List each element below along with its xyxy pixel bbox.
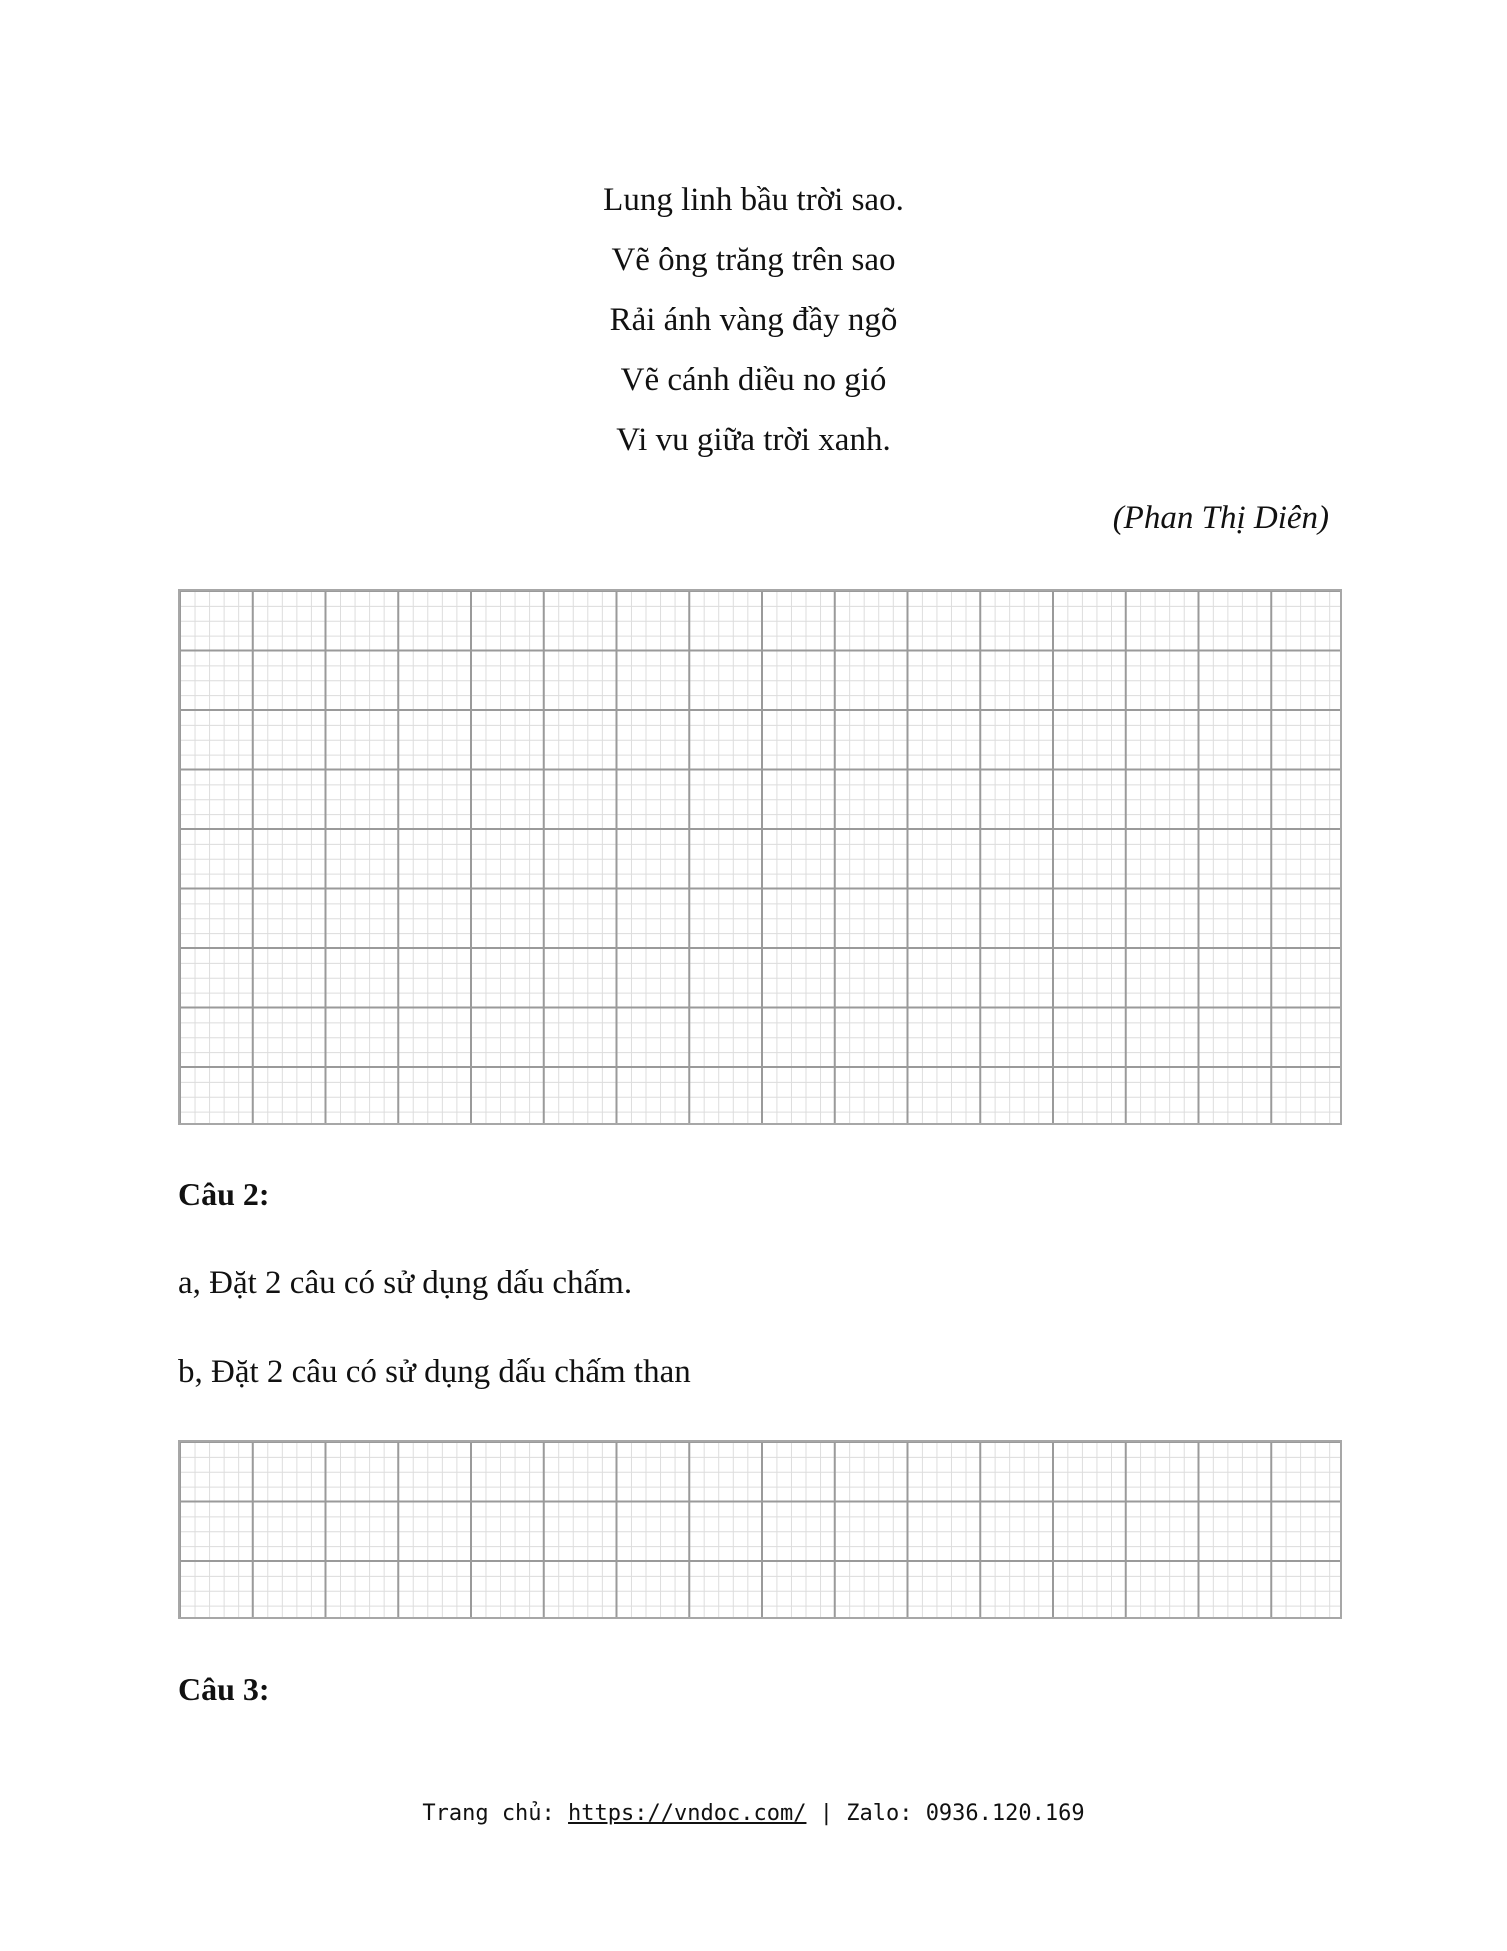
footer-zalo: Zalo: 0936.120.169 <box>846 1801 1085 1826</box>
writing-grid-1[interactable] <box>178 589 1342 1125</box>
page-footer <box>0 1801 1507 1826</box>
poem-line-3: Rải ánh vàng đầy ngõ <box>609 302 898 338</box>
footer-home-label: Trang chủ: <box>422 1801 569 1826</box>
poem-line-1: Lung linh bầu trời sao. <box>603 182 904 218</box>
question-2-part-b: b, Đặt 2 câu có sử dụng dấu chấm than <box>178 1354 691 1390</box>
poem <box>0 170 1507 470</box>
poem-author: (Phan Thị Diên) <box>1112 500 1329 536</box>
question-3-heading: Câu 3: <box>178 1671 270 1707</box>
poem-line-2: Vẽ ông trăng trên sao <box>611 242 896 278</box>
poem-line-4: Vẽ cánh diều no gió <box>620 362 887 398</box>
footer-separator: | <box>806 1801 847 1826</box>
question-2-heading: Câu 2: <box>178 1176 270 1212</box>
footer-home-link[interactable]: https://vndoc.com/ <box>568 1801 807 1826</box>
writing-grid-2[interactable] <box>178 1440 1342 1619</box>
poem-line-5: Vi vu giữa trời xanh. <box>616 422 891 458</box>
question-2-part-a: a, Đặt 2 câu có sử dụng dấu chấm. <box>178 1265 633 1301</box>
